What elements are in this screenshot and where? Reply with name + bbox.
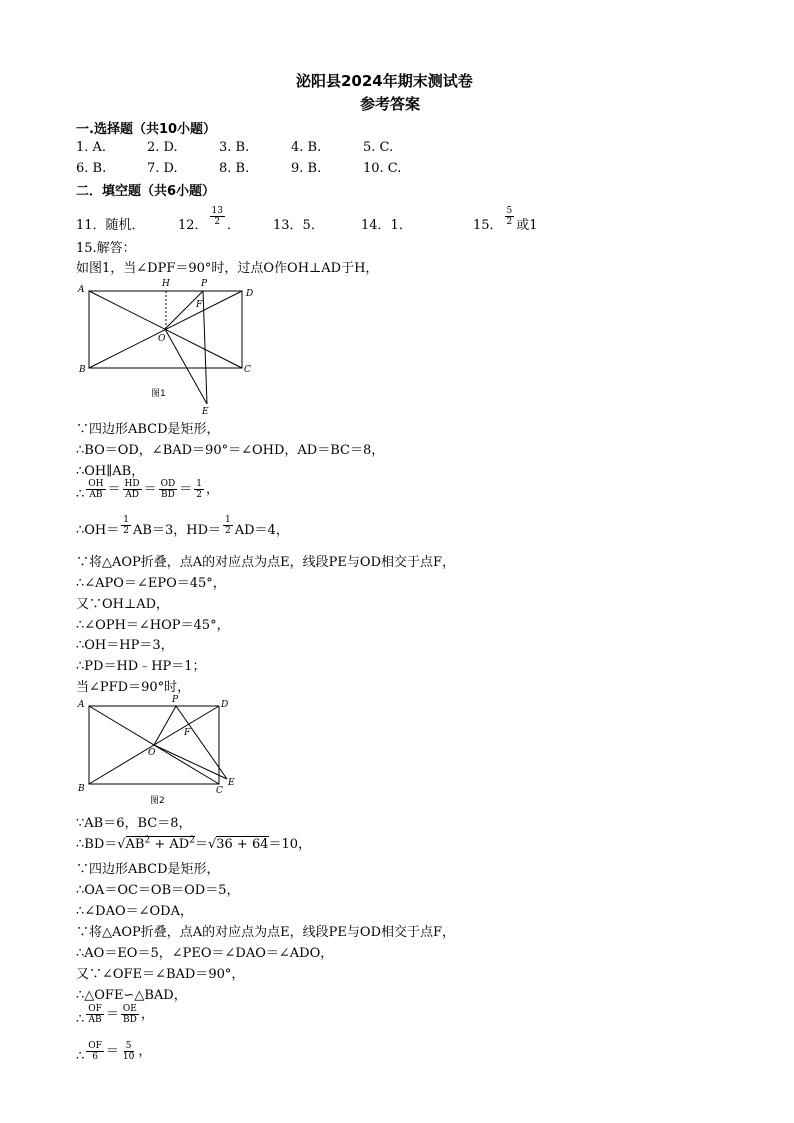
fraction [121, 1004, 139, 1025]
choice-answer: 8. B. [219, 161, 250, 176]
fraction [86, 479, 105, 500]
section-choice-heading: 一.选择题（共10小题） [76, 122, 217, 137]
line-oh-hp: ∴OH＝HP＝3， [76, 638, 174, 653]
line-rect2: ∵四边形ABCD是矩形， [76, 862, 220, 877]
exponent: 2 [144, 835, 151, 846]
choice-answer: 7. D. [147, 161, 178, 176]
denominator: BD [122, 1015, 137, 1025]
ratio-line [76, 478, 219, 500]
fraction [210, 206, 225, 227]
therefore-sign: ∴ [76, 1012, 85, 1027]
equals: ＝ [105, 1044, 119, 1059]
fill-answer-12 [178, 205, 241, 233]
label-f: F [196, 300, 203, 310]
choice-answer: 5. C. [363, 140, 394, 155]
fraction [159, 479, 178, 500]
line-dao: ∴∠DAO＝∠ODA， [76, 904, 193, 919]
line-apo: ∴∠APO＝∠EPO＝45°， [76, 576, 226, 591]
label-o: O [148, 748, 156, 758]
section-fill-heading: 二．填空题（共6小题） [76, 184, 216, 199]
fill-answer-15 [473, 205, 538, 233]
fraction [505, 206, 515, 227]
bd-text-a: ∴BD＝ [76, 837, 118, 852]
figure-1-caption: 图1 [151, 389, 166, 399]
label-e: E [228, 778, 235, 788]
numerator: OE [122, 1004, 137, 1014]
denominator: 2 [123, 526, 130, 536]
case1-line: 如图1，当∠DPF＝90°时，过点O作OH⊥AD于H， [76, 261, 379, 276]
fill-answer-15-end: 或1 [516, 218, 538, 233]
denominator: 2 [506, 217, 513, 227]
fraction [86, 1041, 104, 1062]
denominator: AB [88, 1015, 102, 1025]
fill-answer-15-label: 15． [473, 218, 503, 233]
denominator: BD [161, 490, 175, 500]
numerator: 1 [123, 515, 130, 525]
segment-oe [154, 745, 227, 779]
line-oph: ∴∠OPH＝∠HOP＝45°， [76, 618, 230, 633]
comma: ， [138, 1044, 152, 1059]
label-b: B [79, 365, 86, 375]
oh-text-a: ∴OH＝ [76, 523, 120, 538]
oh-line [76, 514, 289, 536]
radicand-ad: + AD [150, 837, 190, 852]
choice-answer: 2. D. [147, 140, 178, 155]
comma: ， [140, 1007, 154, 1022]
fraction [123, 479, 142, 500]
sqrt-sign: √ [207, 837, 217, 852]
choice-answer: 10. C. [363, 161, 402, 176]
label-a: A [78, 285, 85, 295]
fill-answer-12-label: 12． [178, 218, 208, 233]
numerator: OF [88, 1004, 102, 1014]
label-e: E [202, 407, 209, 416]
fraction [86, 1004, 104, 1025]
numerator: OD [160, 479, 176, 489]
label-h: H [162, 279, 170, 289]
comma: ， [205, 482, 219, 497]
line-fold2: ∵将△AOP折叠，点A的对应点为点E，线段PE与OD相交于点F， [76, 925, 456, 940]
line-oa: ∴OA＝OC＝OB＝OD＝5， [76, 883, 240, 898]
denominator: 2 [225, 526, 231, 536]
label-f: F [184, 728, 191, 738]
label-o: O [158, 334, 166, 344]
numerator: 5 [125, 1041, 132, 1051]
choice-answer: 9. B. [291, 161, 322, 176]
bd-text-c: ＝10， [268, 837, 312, 852]
denominator: 6 [92, 1052, 98, 1062]
label-p: P [201, 279, 208, 289]
sqrt-sign: √ [117, 837, 126, 852]
line-ab6: ∵AB＝6，BC＝8， [76, 816, 192, 831]
denominator: 2 [196, 490, 202, 500]
numerator: 1 [196, 479, 202, 489]
fraction [194, 479, 204, 500]
label-c: C [216, 786, 223, 796]
numerator: OF [88, 1041, 102, 1051]
fraction [223, 515, 233, 536]
title-line1: 泌阳县2024年期末测试卷 [296, 72, 473, 90]
exponent: 2 [189, 835, 195, 846]
figure-2 [76, 695, 256, 810]
title-line2: 参考答案 [360, 95, 421, 113]
choice-answer: 3. B. [219, 140, 250, 155]
equals: ＝ [105, 1007, 119, 1022]
radicand-ab: AB [125, 837, 145, 852]
choice-answer: 6. B. [76, 161, 107, 176]
line-similar: ∴△OFE∽△BAD， [76, 988, 187, 1003]
fill-answer-11: 11．随机． [76, 218, 145, 233]
label-p: P [172, 695, 179, 705]
line-ofe: 又∵∠OFE＝∠BAD＝90°， [76, 967, 245, 982]
numerator: 5 [506, 206, 513, 216]
therefore-sign: ∴ [76, 1049, 85, 1064]
equals: ＝ [143, 482, 157, 497]
segment-op [154, 706, 176, 745]
denominator: 2 [214, 217, 221, 227]
sqrt-radicand [126, 836, 195, 852]
numerator: OH [88, 479, 104, 489]
denominator: 10 [122, 1052, 135, 1062]
label-a: A [78, 700, 85, 710]
equals: ＝ [194, 837, 208, 852]
figure-1 [76, 276, 266, 416]
choice-answer: 4. B. [291, 140, 322, 155]
bd-line [76, 833, 311, 852]
therefore-sign: ∴ [76, 487, 85, 502]
line-fold1: ∵将△AOP折叠，点A的对应点为点E，线段PE与OD相交于点F， [76, 555, 456, 570]
line-bo: ∴BO＝OD，∠BAD＝90°＝∠OHD，AD＝BC＝8， [76, 443, 385, 458]
label-b: B [78, 784, 85, 794]
label-d: D [246, 289, 254, 299]
line-rect1: ∵四边形ABCD是矩形， [76, 422, 220, 437]
line-oh-ad: 又∵OH⊥AD， [76, 597, 170, 612]
line-parallel: ∴OH∥AB， [76, 464, 145, 479]
choice-answer: 1. A. [76, 140, 107, 155]
oh-text-c: AD＝4， [234, 523, 289, 538]
denominator: AD [125, 490, 139, 500]
numerator: HD [124, 479, 140, 489]
case2-line: 当∠PFD＝90°时， [76, 680, 191, 695]
numerator: 1 [225, 515, 231, 525]
ratio2-line [76, 1003, 154, 1025]
sqrt-radicand: 36 + 64 [216, 837, 269, 852]
equals: ＝ [179, 482, 193, 497]
label-c: C [244, 365, 251, 375]
ratio3-line [76, 1040, 151, 1062]
segment-op [165, 291, 203, 329]
numerator: 13 [211, 206, 223, 216]
label-d: D [221, 700, 229, 710]
line-pd: ∴PD＝HD﹣HP＝1； [76, 659, 206, 674]
fill-answer-13: 13．5． [273, 218, 324, 233]
fill-answer-12-end: ． [227, 218, 241, 233]
segment-pe [203, 291, 207, 404]
solution-heading: 15.解答： [76, 241, 136, 256]
oh-text-b: AB＝3，HD＝ [133, 523, 221, 538]
fill-answer-14: 14．1． [361, 218, 412, 233]
denominator: AB [89, 490, 103, 500]
fraction [121, 1041, 136, 1062]
figure-2-caption: 图2 [150, 796, 165, 806]
line-ao: ∴AO＝EO＝5，∠PEO＝∠DAO＝∠ADO， [76, 946, 334, 961]
fraction [121, 515, 131, 536]
equals: ＝ [107, 482, 121, 497]
